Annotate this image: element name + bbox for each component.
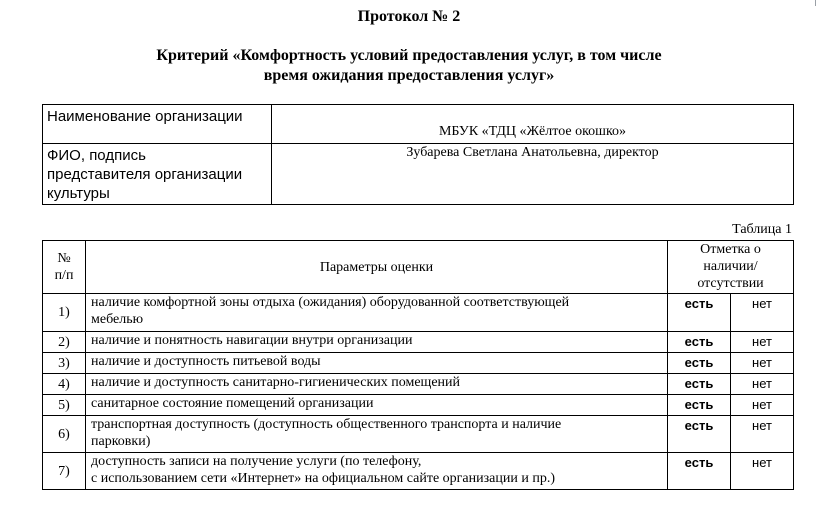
row-number: 3) xyxy=(43,353,86,374)
representative-value: Зубарева Светлана Анатольевна, директор xyxy=(272,144,794,205)
table-row xyxy=(43,416,794,453)
criteria-table xyxy=(42,240,794,490)
header-mark-line-2: наличии/ xyxy=(703,259,758,274)
row-param-line-2: с использованием сети «Интернет» на официальном сайте организации и пр.) xyxy=(91,471,555,486)
row-param-line-1: транспортная доступность (доступность общественного транспорта и наличие xyxy=(91,417,562,432)
representative-label-line-3: культуры xyxy=(47,185,110,202)
table-row xyxy=(43,353,794,374)
row-number: 6) xyxy=(43,416,86,453)
row-param-line-1: доступность записи на получение услуги (по телефону, xyxy=(91,454,422,469)
no-mark: нет xyxy=(731,453,794,490)
no-mark: нет xyxy=(731,294,794,332)
row-param xyxy=(86,453,668,490)
table-caption: Таблица 1 xyxy=(732,222,792,237)
representative-row xyxy=(43,144,794,205)
yes-mark: есть xyxy=(668,294,731,332)
row-param: наличие и понятность навигации внутри организации xyxy=(86,332,668,353)
header-number-line-1: № xyxy=(57,251,71,266)
yes-mark: есть xyxy=(668,332,731,353)
representative-label-line-1: ФИО, подпись xyxy=(47,147,146,164)
table-row xyxy=(43,395,794,416)
org-name-value: МБУК «ТДЦ «Жёлтое окошко» xyxy=(272,105,794,144)
yes-mark: есть xyxy=(668,374,731,395)
row-number: 7) xyxy=(43,453,86,490)
no-mark: нет xyxy=(731,374,794,395)
protocol-title: Протокол № 2 xyxy=(357,8,461,25)
page-edge-rule xyxy=(815,0,816,6)
representative-label-line-2: представителя организации xyxy=(47,166,243,183)
row-number: 4) xyxy=(43,374,86,395)
header-mark-line-3: отсутствии xyxy=(697,276,764,291)
criterion-title xyxy=(0,46,818,86)
table-row xyxy=(43,374,794,395)
row-param: санитарное состояние помещений организации xyxy=(86,395,668,416)
row-number: 2) xyxy=(43,332,86,353)
no-mark: нет xyxy=(731,416,794,453)
criterion-line-1: Критерий «Комфортность условий предоставления услуг, в том числе xyxy=(156,47,662,64)
row-param: наличие и доступность санитарно-гигиенических помещений xyxy=(86,374,668,395)
row-number: 1) xyxy=(43,294,86,332)
org-name-row xyxy=(43,105,794,144)
header-params: Параметры оценки xyxy=(86,241,668,294)
criteria-header-row xyxy=(43,241,794,294)
row-number: 5) xyxy=(43,395,86,416)
yes-mark: есть xyxy=(668,416,731,453)
criterion-line-2: время ожидания предоставления услуг» xyxy=(263,67,555,84)
row-param-line-2: мебелью xyxy=(91,312,144,327)
org-name-label: Наименование организации xyxy=(43,105,272,144)
header-number xyxy=(43,241,86,294)
header-mark-line-1: Отметка о xyxy=(700,242,761,257)
table-row xyxy=(43,332,794,353)
no-mark: нет xyxy=(731,353,794,374)
yes-mark: есть xyxy=(668,453,731,490)
no-mark: нет xyxy=(731,395,794,416)
row-param: наличие и доступность питьевой воды xyxy=(86,353,668,374)
row-param-line-1: наличие комфортной зоны отдыха (ожидания) оборудованной соответствующей xyxy=(91,295,570,310)
table-row xyxy=(43,453,794,490)
yes-mark: есть xyxy=(668,353,731,374)
header-mark xyxy=(668,241,794,294)
yes-mark: есть xyxy=(668,395,731,416)
row-param-line-2: парковки) xyxy=(91,434,151,449)
organization-table xyxy=(42,104,794,205)
no-mark: нет xyxy=(731,332,794,353)
header-number-line-2: п/п xyxy=(54,268,74,283)
row-param xyxy=(86,416,668,453)
representative-label xyxy=(43,144,272,205)
row-param xyxy=(86,294,668,332)
table-row xyxy=(43,294,794,332)
